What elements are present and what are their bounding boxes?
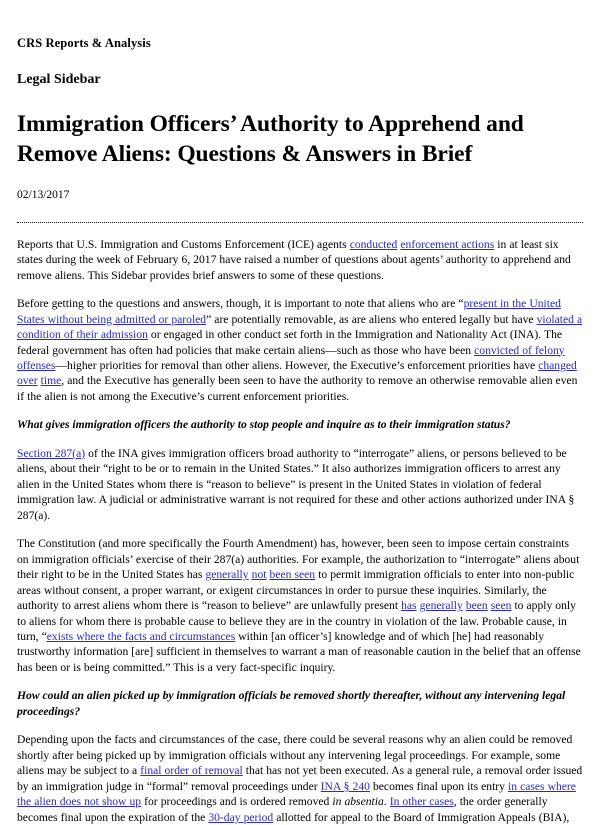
- text-segment: —higher priorities for removal than other aliens. However, the Executive’s enforcement priorities have: [55, 358, 539, 372]
- link-ina-240[interactable]: INA § 240: [320, 779, 370, 793]
- text-segment: in at least six states during the week of February 6, 2017 have raised a number of questions about agents’ authority to apprehend and remove aliens. This Sidebar provides brief answers to some of these questions.: [17, 237, 571, 282]
- link-enforcement-actions[interactable]: enforcement actions: [400, 237, 495, 251]
- dotted-separator: [17, 222, 583, 223]
- link-present-without-admission[interactable]: present in the United States without being admitted or paroled: [17, 297, 561, 326]
- link-in-cases-alien-no-show[interactable]: in cases where the alien does not show up: [17, 779, 576, 809]
- link-in-other-cases[interactable]: In other cases: [389, 795, 454, 809]
- link-not[interactable]: not: [251, 568, 267, 582]
- text-segment: Depending upon the facts and circumstances of the case, there could be several reasons why an alien could be removed shortly after being picked up by immigration officials without any intervening legal proceedings. For example, some aliens may be subject to a: [17, 733, 573, 778]
- report-series-label: CRS Reports & Analysis: [17, 36, 151, 50]
- text-segment: for proceedings and is ordered removed: [141, 795, 333, 809]
- question-heading-2: How could an alien picked up by immigration officials be removed shortly thereafter, without any intervening legal proceedings?: [17, 689, 566, 718]
- link-been-seen[interactable]: been seen: [269, 568, 316, 582]
- link-time[interactable]: time: [40, 374, 62, 388]
- intro-paragraph-2: [17, 296, 583, 404]
- text-segment: Before getting to the questions and answers, though, it is important to note that aliens who are “: [17, 297, 464, 311]
- answer-paragraph-1a: [17, 446, 583, 523]
- text-segment: .: [383, 795, 390, 809]
- link-section-287a[interactable]: Section 287(a): [17, 446, 86, 460]
- link-seen[interactable]: seen: [490, 599, 512, 613]
- answer-paragraph-1b: [17, 536, 583, 675]
- link-changed-over[interactable]: changed over: [17, 358, 577, 388]
- italic-in-absentia: in absentia: [332, 795, 384, 809]
- link-generally-2[interactable]: generally: [419, 599, 463, 613]
- text-segment: becomes final upon its entry: [369, 779, 508, 793]
- text-segment: of the INA gives immigration officers broad authority to “interrogate” aliens, or persons believed to be aliens, about their “right to be or to remain in the United States.” It also authorizes immigration officers to arrest any alien in the United States whom there is “reason to believe” is present in the United States in violation of federal immigration law. A judicial or administrative warrant is not required for these and other actions authorized under INA § 287(a).: [17, 446, 575, 522]
- text-segment: within [an officer’s] knowledge and of which [he] had reasonably trustworthy information [are] sufficient in themselves to warrant a man of reasonable caution in the belief that an offense has been or is being committed.” This is a very fact-specific inquiry.: [17, 630, 581, 674]
- text-segment: , the order generally becomes final upon the expiration of the: [17, 795, 548, 824]
- link-been[interactable]: been: [465, 599, 488, 613]
- text-segment: that has not yet been executed. As a general rule, a removal order issued by an immigration judge in “formal” removal proceedings under: [17, 764, 583, 793]
- text-segment: Reports that U.S. Immigration and Customs Enforcement (ICE) agents: [17, 237, 350, 251]
- link-final-order-of-removal[interactable]: final order of removal: [140, 764, 243, 778]
- text-segment: ” are potentially removable, as are aliens who entered legally but have: [206, 312, 537, 326]
- text-segment: allotted for appeal to the Board of Immigration Appeals (BIA),: [273, 810, 570, 824]
- link-30-day-period[interactable]: 30-day period: [208, 810, 274, 824]
- link-generally-1[interactable]: generally: [205, 568, 249, 582]
- page-title: Immigration Officers’ Authority to Apprehend and Remove Aliens: Questions & Answers in Brief: [17, 110, 524, 168]
- text-segment: , and the Executive has generally been seen to have the authority to remove an otherwise removable alien even if the alien is not among the Executive’s current enforcement priorities.: [17, 374, 578, 403]
- link-convicted-felony-offenses[interactable]: convicted of felony offenses: [17, 343, 565, 372]
- question-heading-1: What gives immigration officers the authority to stop people and inquire as to their immigration status?: [17, 418, 511, 432]
- publication-date: 02/13/2017: [17, 188, 70, 201]
- document-type-label: Legal Sidebar: [17, 72, 101, 87]
- link-violated-condition[interactable]: violated a condition of their admission: [17, 312, 583, 342]
- text-segment: The Constitution (and more specifically the Fourth Amendment) has, however, been seen to impose certain constraints on immigration officials’ exercise of their 287(a) authorities. For example, the authorization to “interrogate” aliens about their right to be in the United States has: [17, 537, 580, 582]
- answer-paragraph-2a: [17, 732, 583, 825]
- link-conducted[interactable]: conducted: [349, 237, 398, 251]
- intro-paragraph-1: [17, 237, 583, 283]
- link-has[interactable]: has: [401, 599, 417, 613]
- text-segment: to permit immigration officials to enter into non-public areas without consent, a proper warrant, or exigent circumstances in order to pursue these inquiries. Similarly, the authority to arrest aliens whom there is “reason to believe” are unlawfully present: [17, 568, 575, 613]
- link-exists-where-facts[interactable]: exists where the facts and circumstances: [46, 630, 236, 643]
- text-segment: or engaged in other conduct set forth in the Immigration and Nationality Act (INA). The federal government has often had policies that make certain aliens—such as those who have been: [17, 328, 563, 357]
- text-segment: to apply only to aliens for whom there is probable cause to believe they are in the country in violation of the law. Probable cause, in turn, “: [17, 599, 576, 643]
